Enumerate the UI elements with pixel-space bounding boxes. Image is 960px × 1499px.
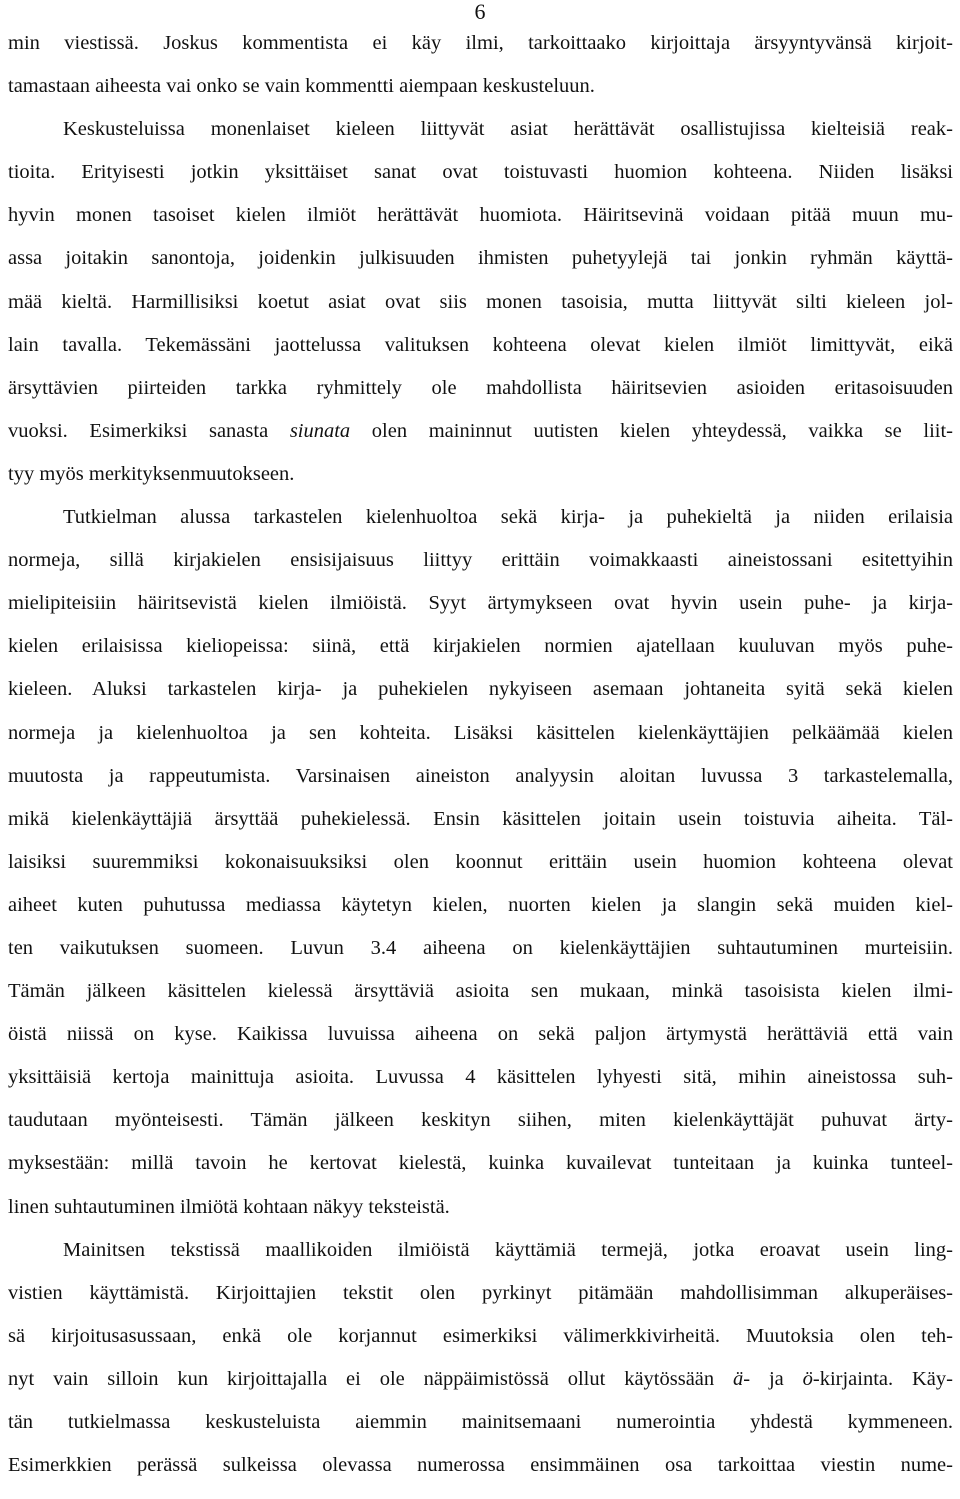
text-segment: nyt vain silloin kun kirjoittajalla ei ole näppäimistössä ollut käytössään bbox=[8, 1367, 734, 1390]
text-line: normeja, sillä kirjakielen ensisijaisuus liittyy erittäin voimakkaasti aineistossani esitettyihin bbox=[8, 549, 953, 572]
text-line: myksestään: millä tavoin he kertovat kielestä, kuinka kuvailevat tunteitaan ja kuinka tunteel- bbox=[8, 1152, 953, 1175]
text-line: lain tavalla. Tekemässäni jaottelussa valituksen kohteena olevat kielen ilmiöt limittyvät, eikä bbox=[8, 333, 953, 356]
text-line: taudutaan myönteisesti. Tämän jälkeen keskityn siihen, miten kielenkäyttäjät puhuvat ärty- bbox=[8, 1109, 953, 1132]
page-number: 6 bbox=[474, 0, 486, 24]
text-line: hyvin monen tasoiset kielen ilmiöt herättävät huomiota. Häiritsevinä voidaan pitää muun mu- bbox=[8, 204, 953, 227]
text-line: Esimerkkien perässä sulkeissa olevassa numerossa ensimmäinen osa tarkoittaa viestin nume- bbox=[8, 1454, 953, 1477]
text-line: aiheet kuten puhutussa mediassa käytetyn kielen, nuorten kielen ja slangin sekä muiden kiel- bbox=[8, 893, 953, 916]
text-line: ten vaikutuksen suomeen. Luvun 3.4 aiheena on kielenkäyttäjien suhtautuminen murteisiin. bbox=[8, 936, 953, 959]
text-segment: -kirjainta. Käy- bbox=[812, 1367, 953, 1390]
text-line: Tutkielman alussa tarkastelen kielenhuoltoa sekä kirja- ja puhekieltä ja niiden erilaisia bbox=[63, 506, 953, 529]
text-line: Keskusteluissa monenlaiset kieleen liittyvät asiat herättävät osallistujissa kielteisiä reak- bbox=[63, 118, 953, 141]
text-line: Mainitsen tekstissä maallikoiden ilmiöistä käyttämiä termejä, jotka eroavat usein ling- bbox=[63, 1238, 953, 1261]
text-segment: - ja bbox=[743, 1367, 803, 1390]
text-line: min viestissä. Joskus kommentista ei käy ilmi, tarkoittaako kirjoittaja ärsyyntyvänsä kirjoit- bbox=[8, 32, 953, 54]
text-line: tyy myös merkityksenmuutokseen. bbox=[8, 462, 295, 485]
text-line: ärsyttävien piirteiden tarkka ryhmittely ole mahdollista häiritsevien asioiden eritasoisuuden bbox=[8, 376, 953, 399]
text-line: linen suhtautuminen ilmiötä kohtaan näkyy teksteistä. bbox=[8, 1195, 450, 1218]
text-line: mikä kielenkäyttäjiä ärsyttää puhekielessä. Ensin käsittelen joitain usein toistuvia aiheita. Täl- bbox=[8, 807, 953, 830]
text-line: mielipiteisiin häiritsevistä kielen ilmiöistä. Syyt ärtymykseen ovat hyvin usein puhe- ja kirja- bbox=[8, 592, 953, 615]
text-line bbox=[8, 1358, 953, 1401]
text-line: normeja ja kielenhuoltoa ja sen kohteita. Lisäksi käsittelen kielenkäyttäjien pelkäämää kielen bbox=[8, 721, 953, 744]
body-text bbox=[8, 22, 953, 1487]
text-segment: olen maininnut uutisten kielen yhteydessä, vaikka se liit- bbox=[350, 419, 953, 442]
text-line bbox=[8, 410, 953, 453]
text-line: assa joitakin sanontoja, joidenkin julkisuuden ihmisten puhetyylejä tai jonkin ryhmän käyttä- bbox=[8, 247, 953, 270]
text-segment: vuoksi. Esimerkiksi sanasta bbox=[8, 419, 290, 442]
text-line: mää kieltä. Harmillisiksi koetut asiat ovat siis monen tasoisia, mutta liittyvät silti kieleen jol- bbox=[8, 290, 953, 313]
italic-term: ä bbox=[733, 1367, 744, 1390]
text-line: tän tutkielmassa keskusteluista aiemmin mainitsemaani numerointia yhdestä kymmeneen. bbox=[8, 1411, 953, 1433]
text-line: laisiksi suuremmiksi kokonaisuuksiksi olen koonnut erittäin usein huomion kohteena olevat bbox=[8, 850, 953, 873]
text-line: yksittäisiä kertoja mainittuja asioita. Luvussa 4 käsittelen lyhyesti sitä, mihin aineistossa suh- bbox=[8, 1066, 953, 1089]
text-line: muutosta ja rappeutumista. Varsinaisen aineiston analyysin aloitan luvussa 3 tarkastelemalla, bbox=[8, 764, 953, 787]
text-line: vistien käyttämistä. Kirjoittajien tekstit olen pyrkinyt pitämään mahdollisimman alkuperäises- bbox=[8, 1281, 953, 1304]
italic-term: siunata bbox=[289, 419, 351, 442]
text-line: kielen erilaisissa kieliopeissa: siinä, että kirjakielen normien ajatellaan kuuluvan myös puhe- bbox=[8, 635, 953, 658]
text-line: tioita. Erityisesti jotkin yksittäiset sanat ovat toistuvasti huomion kohteena. Niiden lisäksi bbox=[8, 161, 953, 184]
italic-term: ö bbox=[802, 1367, 813, 1390]
text-line: tamastaan aiheesta vai onko se vain kommentti aiempaan keskusteluun. bbox=[8, 75, 595, 98]
text-line: kieleen. Aluksi tarkastelen kirja- ja puhekielen nykyiseen asemaan johtaneita syitä sekä kielen bbox=[8, 678, 953, 701]
text-line: Tämän jälkeen käsittelen kielessä ärsyttäviä asioita sen mukaan, minkä tasoisista kielen ilmi- bbox=[8, 980, 953, 1003]
text-line: öistä niissä on kyse. Kaikissa luvuissa aiheena on sekä paljon ärtymystä herättäviä että vain bbox=[8, 1023, 953, 1046]
text-line: sä kirjoitusasussaan, enkä ole korjannut esimerkiksi välimerkkivirheitä. Muutoksia olen teh- bbox=[8, 1324, 953, 1347]
